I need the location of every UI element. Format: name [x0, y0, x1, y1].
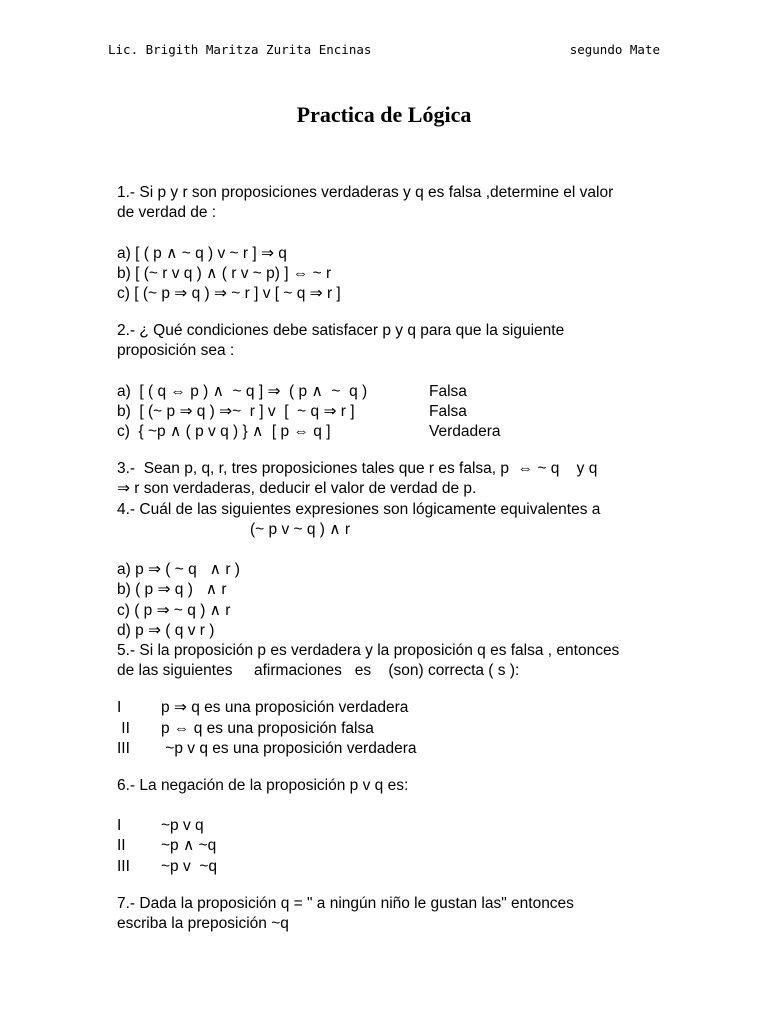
q2-item-b-value: Falsa: [429, 402, 467, 420]
q3-statement-line1: 3.- Sean p, q, r, tres proposiciones tales que r es falsa, p ⇔ ~ q y q: [117, 460, 598, 478]
q2-item-a: [117, 382, 717, 402]
q6-item-3-number: III: [117, 857, 130, 875]
q6-item-2-text: ~p ∧ ~q: [161, 837, 217, 855]
q1-statement-line1: 1.- Si p y r son proposiciones verdaderas y q es falsa ,determine el valor: [117, 184, 614, 201]
q4-target-expression: (~ p v ~ q ) ∧ r: [250, 520, 351, 538]
q7-statement-line2: escriba la preposición ~q: [117, 915, 289, 932]
q5-item-1-text: p ⇒ q es una proposición verdadera: [161, 699, 409, 717]
q5-item-2-text: p ⇔ q es una proposición falsa: [161, 719, 374, 737]
q6-item-1-text: ~p v q: [161, 817, 204, 835]
q5-item-2-number: II: [117, 719, 130, 737]
course-name: segundo Mate: [569, 42, 660, 57]
q4-item-c: c) ( p ⇒ ~ q ) ∧ r: [117, 601, 231, 619]
q3-statement-line2: ⇒ r son verdaderas, deducir el valor de verdad de p.: [117, 480, 477, 498]
q1-item-a: a) [ ( p ∧ ~ q ) v ~ r ] ⇒ q: [117, 244, 287, 262]
q6-item-3-text: ~p v ~q: [161, 857, 218, 875]
q2-item-a-expr: a) [ ( q ⇔ p ) ∧ ~ q ] ⇒ ( p ∧ ~ q ): [117, 382, 368, 400]
q4-item-d: d) p ⇒ ( q v r ): [117, 621, 215, 639]
q6-item-3: [117, 857, 717, 877]
q6-item-1: [117, 816, 717, 836]
q5-item-3: [117, 739, 717, 759]
q2-item-a-value: Falsa: [429, 382, 467, 400]
q2-item-b-expr: b) [ (~ p ⇒ q ) ⇒~ r ] v [ ~ q ⇒ r ]: [117, 402, 355, 420]
q6-item-2-number: II: [117, 837, 126, 855]
q4-statement: 4.- Cuál de las siguientes expresiones son lógicamente equivalentes a: [117, 500, 601, 518]
q5-item-1-number: I: [117, 699, 122, 717]
q5-item-3-text: ~p v q es una proposición verdadera: [161, 739, 417, 757]
q1-item-c: c) [ (~ p ⇒ q ) ⇒ ~ r ] v [ ~ q ⇒ r ]: [117, 284, 341, 302]
q5-statement-line2: de las siguientes afirmaciones es (son) correcta ( s ):: [117, 662, 520, 680]
page-header: [108, 42, 660, 57]
q6-item-1-number: I: [117, 817, 122, 835]
q6-statement: 6.- La negación de la proposición p v q es:: [117, 776, 409, 794]
q2-statement-line1: 2.- ¿ Qué condiciones debe satisfacer p y q para que la siguiente: [117, 322, 565, 340]
page-title: Practica de Lógica: [296, 102, 472, 127]
q2-statement-line2: proposición sea :: [117, 342, 235, 360]
q5-statement-line1: 5.- Si la proposición p es verdadera y la proposición q es falsa , entonces: [117, 641, 620, 659]
q7-statement-line1: 7.- Dada la proposición q = " a ningún niño le gustan las" entonces: [117, 894, 574, 912]
q2-item-b: [117, 402, 717, 422]
q5-item-1: [117, 698, 717, 718]
q2-item-c-value: Verdadera: [429, 423, 501, 441]
q6-item-2: [117, 836, 717, 856]
q5-item-2: [117, 719, 717, 739]
q5-item-3-number: III: [117, 739, 130, 757]
q1-statement-line2: de verdad de :: [117, 204, 217, 222]
q4-item-a: a) p ⇒ ( ~ q ∧ r ): [117, 561, 240, 579]
q2-item-c: [117, 422, 717, 442]
q4-item-b: b) ( p ⇒ q ) ∧ r: [117, 581, 227, 599]
author-name: Lic. Brigith Maritza Zurita Encinas: [108, 42, 372, 57]
q1-item-b: b) [ (~ r v q ) ∧ ( r v ~ p) ] ⇔ ~ r: [117, 264, 332, 282]
exercise-list: [117, 183, 717, 934]
q2-item-c-expr: c) { ~p ∧ ( p v q ) } ∧ [ p ⇔ q ]: [117, 423, 331, 441]
